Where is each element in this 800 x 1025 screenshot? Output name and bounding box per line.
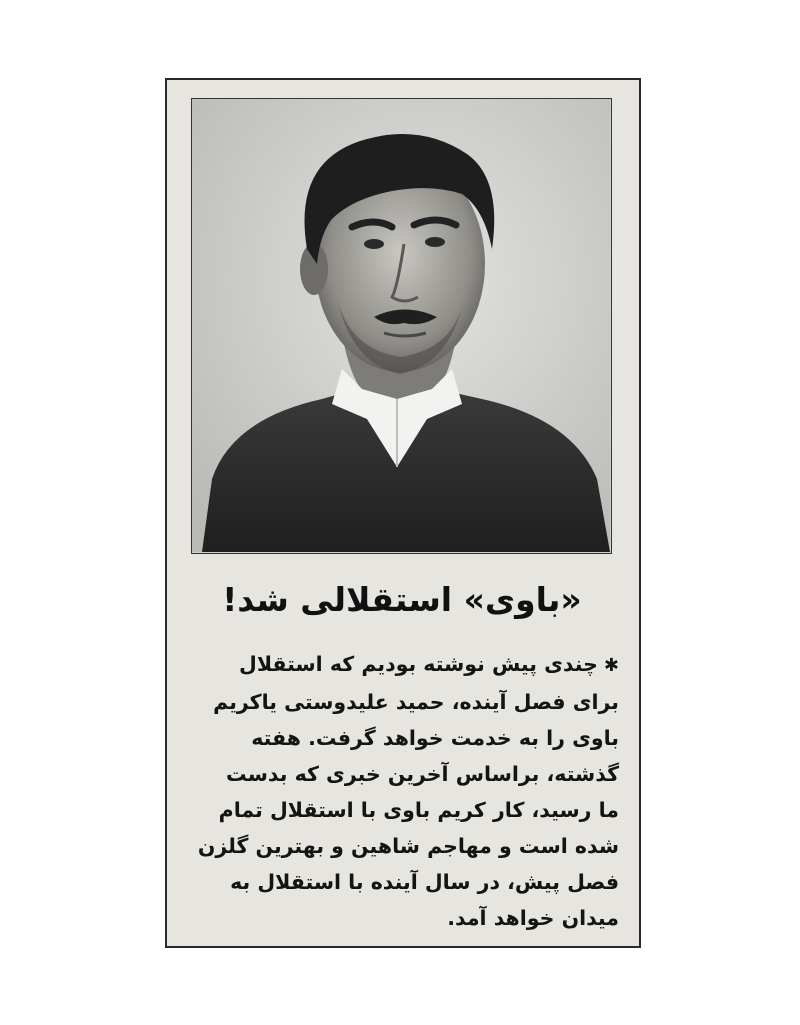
newspaper-clipping	[165, 78, 641, 948]
player-portrait-image	[192, 99, 610, 552]
article-line-text: چندی پیش نوشته بودیم که استقلال	[239, 652, 598, 676]
article-headline: «باوی» استقلالی شد!	[222, 580, 582, 619]
article-line	[189, 646, 619, 684]
player-photo	[191, 98, 612, 554]
article-line: شده است و مهاجم شاهین و بهترین گلزن	[197, 834, 619, 858]
article-line: گذشته، براساس آخرین خبری که بدست	[226, 762, 619, 786]
article-body	[189, 646, 619, 936]
article-line: فصل پیش، در سال آینده با استقلال به	[230, 870, 619, 894]
bullet-icon: ✱	[603, 655, 619, 676]
article-line: ما رسید، کار کریم باوی با استقلال تمام	[218, 798, 619, 822]
article-line: باوی را به خدمت خواهد گرفت. هفته	[251, 726, 619, 750]
article-line: برای فصل آینده، حمید علیدوستی یاکریم	[213, 690, 619, 714]
article-line: میدان خواهد آمد.	[447, 906, 619, 930]
